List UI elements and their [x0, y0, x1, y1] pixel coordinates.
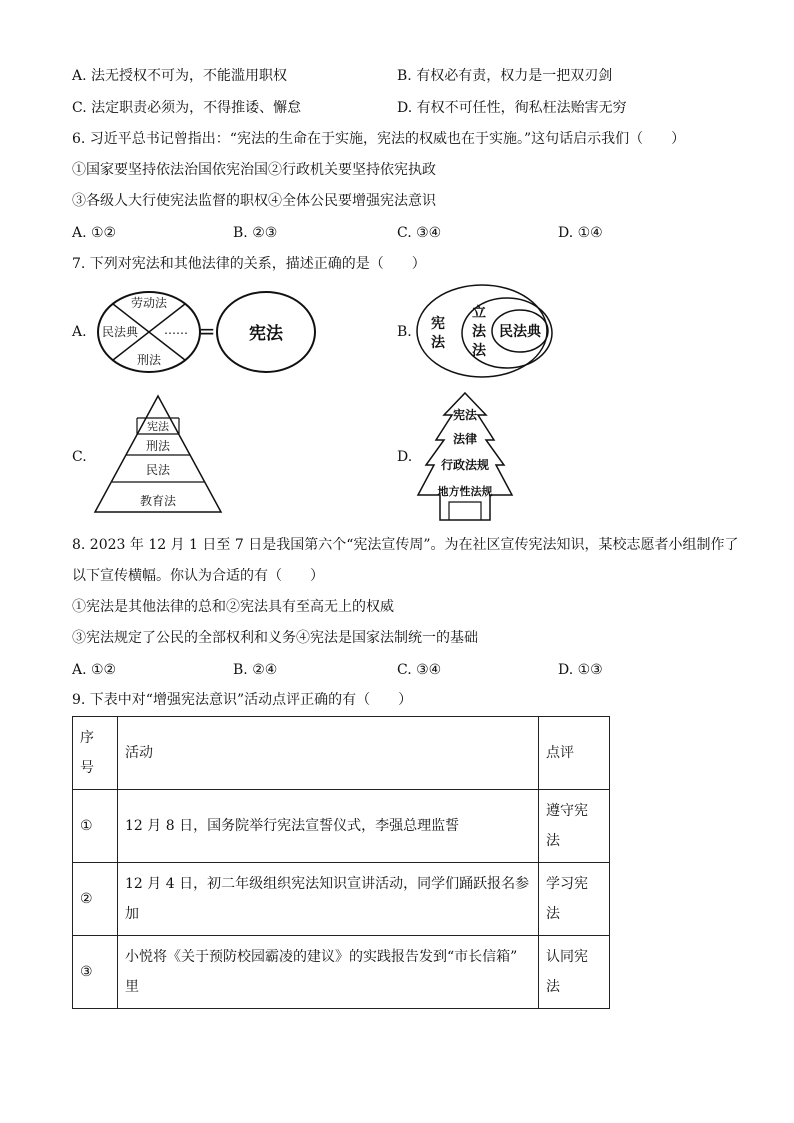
diagram-a-equals: = [198, 319, 216, 343]
q8-option-a: A. ①② [72, 662, 117, 678]
row-activity-line1: 12 月 4 日，初二年级组织宪法知识宣讲活动，同学们踊跃报名参 [125, 876, 530, 892]
q7-diagram-c [92, 393, 224, 515]
row-comment-line1: 遵守宪 [546, 803, 588, 819]
q5-option-c: C. 法定职责必须为，不得推诿、懈怠 [72, 100, 302, 116]
row-comment-line1: 学习宪 [546, 876, 588, 892]
row-comment [539, 790, 610, 863]
diagram-b-outer-2: 法 [431, 335, 445, 351]
q8-stem-line1: 8. 2023 年 12 月 1 日至 7 日是我国第六个“宪法宣传周”。为在社区宣传宪法知识，某校志愿者小组制作了 [72, 537, 739, 553]
row-comment-line2: 法 [546, 979, 560, 995]
diagram-a-result: 宪法 [249, 324, 283, 344]
q5-option-d: D. 有权不可任性，徇私枉法贻害无穷 [397, 100, 627, 116]
q6-option-d: D. ①④ [558, 225, 603, 241]
row-no: ③ [73, 936, 118, 1009]
diagram-b-middle-3: 法 [472, 343, 486, 359]
q8-option-c: C. ③④ [397, 662, 442, 678]
q6-option-c: C. ③④ [397, 225, 442, 241]
row-no: ① [73, 790, 118, 863]
row-activity [118, 936, 539, 1009]
q5-option-b: B. 有权必有责，权力是一把双刃剑 [397, 68, 613, 84]
q9-table [72, 716, 610, 1009]
q7-option-b-label: B. [397, 324, 412, 340]
q9-stem: 9. 下表中对“增强宪法意识”活动点评正确的有（ ） [72, 692, 413, 708]
diagram-a-top: 劳动法 [130, 296, 168, 310]
table-row [73, 863, 610, 936]
diagram-a-right: …… [164, 323, 188, 337]
q7-option-d-label: D. [397, 449, 413, 465]
diagram-c-level-1: 宪法 [147, 420, 169, 433]
row-activity-line1: 小悦将《关于预防校园霸凌的建议》的实践报告发到“市长信箱” [125, 949, 518, 965]
diagram-b-inner: 民法典 [499, 324, 541, 340]
diagram-b-middle-1: 立 [472, 305, 486, 321]
header-no-line2: 号 [80, 760, 94, 776]
header-no-line1: 序 [80, 730, 94, 746]
q7-option-a-label: A. [72, 324, 87, 340]
q6-option-a: A. ①② [72, 225, 117, 241]
header-no [73, 717, 118, 790]
header-activity: 活动 [118, 717, 539, 790]
row-comment-line2: 法 [546, 833, 560, 849]
q6-stem: 6. 习近平总书记曾指出：“宪法的生命在于实施，宪法的权威也在于实施。”这句话启示我们（ ） [72, 131, 686, 147]
q7-diagram-a [96, 288, 326, 378]
header-comment: 点评 [539, 717, 610, 790]
diagram-d-level-4: 地方性法规 [437, 485, 493, 498]
row-comment [539, 863, 610, 936]
diagram-d-level-2: 法律 [452, 432, 478, 446]
table-row [73, 790, 610, 863]
q7-diagram-d [416, 391, 514, 523]
diagram-b-outer-1: 宪 [431, 316, 445, 332]
diagram-c-level-2: 刑法 [145, 439, 171, 453]
q6-statements-1: ①国家要坚持依法治国依宪治国②行政机关要坚持依宪执政 [72, 162, 436, 178]
row-activity [118, 863, 539, 936]
row-comment-line1: 认同宪 [546, 949, 588, 965]
diagram-b-middle-2: 法 [472, 324, 486, 340]
q8-stem-line2: 以下宣传横幅。你认为合适的有（ ） [72, 568, 324, 584]
row-no: ② [73, 863, 118, 936]
q8-statements-2: ③宪法规定了公民的全部权利和义务④宪法是国家法制统一的基础 [72, 630, 478, 646]
q8-statements-1: ①宪法是其他法律的总和②宪法具有至高无上的权威 [72, 599, 394, 615]
q7-option-c-label: C. [72, 449, 87, 465]
row-activity [118, 790, 539, 863]
q7-stem: 7. 下列对宪法和其他法律的关系，描述正确的是（ ） [72, 256, 426, 272]
diagram-c-level-3: 民法 [145, 463, 171, 477]
diagram-d-level-1: 宪法 [452, 408, 478, 422]
diagram-d-level-3: 行政法规 [440, 458, 490, 472]
row-comment-line2: 法 [546, 906, 560, 922]
table-header-row [73, 717, 610, 790]
row-activity-line2: 加 [125, 906, 139, 922]
row-activity-line1: 12 月 8 日，国务院举行宪法宣誓仪式，李强总理监誓 [125, 818, 460, 834]
table-row [73, 936, 610, 1009]
q5-option-a: A. 法无授权不可为，不能滥用职权 [72, 68, 288, 84]
row-comment [539, 936, 610, 1009]
q6-option-b: B. ②③ [233, 225, 278, 241]
diagram-a-left: 民法典 [101, 325, 139, 339]
q8-option-d: D. ①③ [558, 662, 603, 678]
row-activity-line2: 里 [125, 979, 139, 995]
diagram-c-level-4: 教育法 [139, 494, 177, 508]
q6-statements-2: ③各级人大行使宪法监督的职权④全体公民要增强宪法意识 [72, 193, 436, 209]
q8-option-b: B. ②④ [233, 662, 278, 678]
q7-diagram-b [414, 282, 559, 382]
diagram-a-bottom: 刑法 [136, 353, 162, 367]
